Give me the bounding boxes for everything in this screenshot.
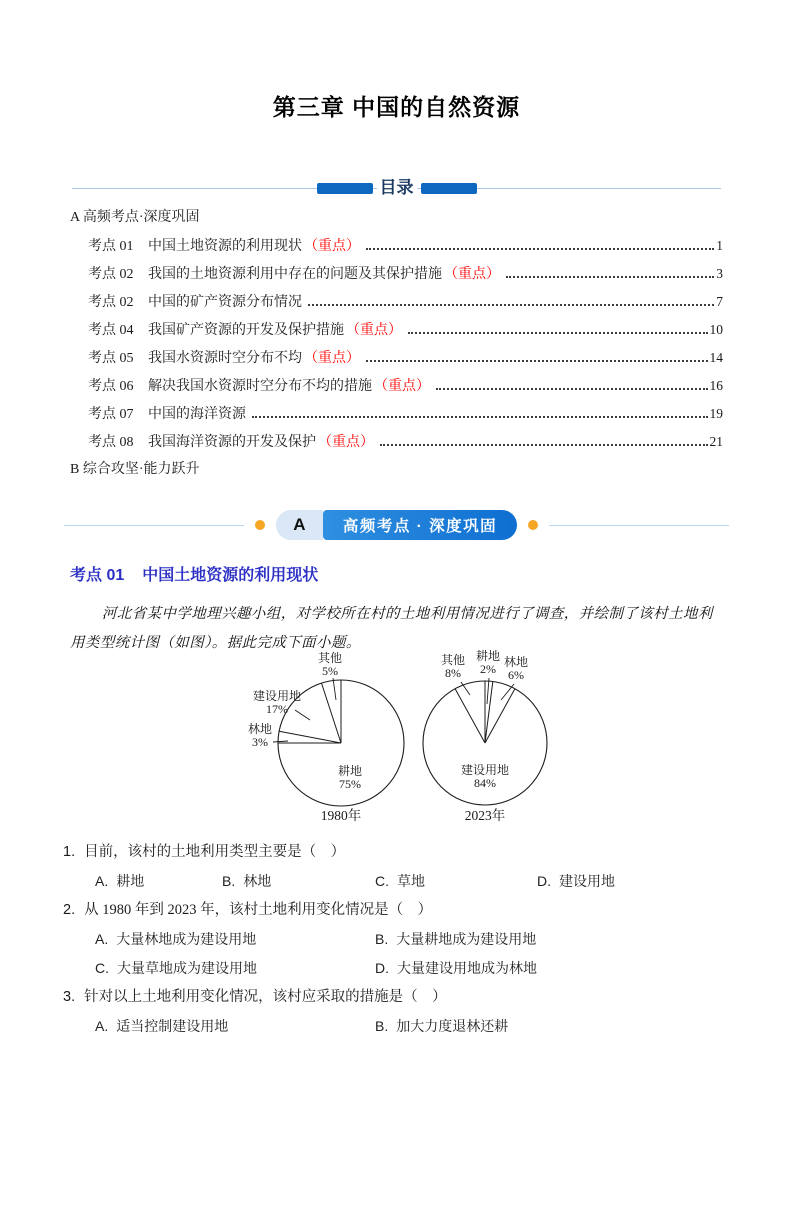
toc-entry-page-number: 21 (709, 434, 723, 449)
toc-dot-leader (308, 304, 714, 306)
option-text: 大量草地成为建设用地 (117, 960, 257, 976)
option-letter: C. (375, 873, 389, 889)
toc-entry-title: 中国的矿产资源分布情况 (148, 295, 302, 310)
toc-entry-page-number: 19 (709, 406, 723, 421)
option-text: 林地 (243, 873, 272, 889)
toc-entry-important-tag: （重点） (304, 239, 360, 254)
banner-connector-line-left (64, 525, 244, 526)
document-page (0, 92, 793, 1214)
question-option (222, 867, 375, 896)
svg-text:耕地: 耕地 (475, 649, 500, 663)
toc-entry (70, 260, 723, 288)
option-letter: B. (375, 1018, 389, 1034)
intro-paragraph: 河北省某中学地理兴趣小组，对学校所在村的土地利用情况进行了调查，并绘制了该村土地利用类型统计图（如图）。据此完成下面小题。 (70, 606, 713, 651)
kaodian-title: 中国土地资源的利用现状 (142, 567, 319, 584)
toc-entry (70, 232, 723, 260)
toc-entry-number: 考点 01 (88, 239, 134, 254)
question-option (375, 867, 537, 896)
toc-entry-page-number: 3 (716, 266, 723, 281)
svg-text:耕地: 耕地 (337, 764, 362, 778)
question-option (375, 954, 723, 983)
option-letter: A. (95, 1018, 109, 1034)
toc-entry (70, 400, 723, 428)
option-text: 耕地 (116, 873, 145, 889)
question-options (95, 925, 723, 983)
question-stem (63, 896, 723, 925)
option-text: 建设用地 (559, 873, 615, 889)
toc-entry-title: 解决我国水资源时空分布不均的措施 (148, 379, 372, 394)
toc-dot-leader (366, 360, 708, 362)
question-option (95, 954, 375, 983)
option-letter: A. (95, 873, 109, 889)
option-letter: A. (95, 931, 109, 947)
svg-text:1980年: 1980年 (320, 808, 361, 823)
svg-text:林地: 林地 (503, 655, 528, 669)
question-number: 1. (63, 844, 76, 860)
question-text: 针对以上土地利用变化情况，该村应采取的措施是（ ） (84, 989, 447, 1005)
question-block (63, 896, 723, 983)
svg-text:其他: 其他 (440, 653, 465, 667)
toc-entry-title: 我国水资源时空分布不均 (148, 351, 302, 366)
option-text: 大量林地成为建设用地 (116, 931, 257, 947)
question-option (375, 925, 723, 954)
option-text: 适当控制建设用地 (116, 1018, 229, 1034)
question-text: 目前，该村的土地利用类型主要是（ ） (84, 844, 346, 860)
option-text: 加大力度退林还耕 (396, 1018, 509, 1034)
orange-dot-icon-right (528, 520, 538, 530)
toc-entry-title: 中国的海洋资源 (148, 407, 246, 422)
toc-entry (70, 372, 723, 400)
toc-dot-leader (436, 388, 708, 390)
toc-bar-right-icon (421, 183, 477, 194)
toc-section-b-label: B 综合攻坚·能力跃升 (70, 462, 200, 477)
badge-label: 高频考点 · 深度巩固 (323, 510, 517, 540)
toc-entry-page-number: 7 (716, 294, 723, 309)
page-content (63, 92, 723, 1041)
toc-entry-important-tag: （重点） (374, 379, 430, 394)
section-badge (276, 510, 517, 540)
svg-text:17%: 17% (265, 702, 288, 716)
option-text: 草地 (397, 873, 425, 889)
toc-entry-title: 我国矿产资源的开发及保护措施 (148, 323, 344, 338)
toc-entry (70, 316, 723, 344)
toc-entry-important-tag: （重点） (318, 435, 374, 450)
toc-title: 目录 (377, 178, 417, 198)
toc-entry-title: 我国的土地资源利用中存在的问题及其保护措施 (148, 267, 442, 282)
kaodian-heading (70, 566, 723, 586)
toc-header-center (70, 178, 723, 198)
toc-section-a-label: A 高频考点·深度巩固 (70, 210, 200, 225)
toc-entry-important-tag: （重点） (346, 323, 402, 338)
toc-entry-number: 考点 06 (88, 379, 134, 394)
toc-entry-page-number: 16 (709, 378, 723, 393)
banner-connector-line-right (549, 525, 729, 526)
question-option (375, 1012, 723, 1041)
toc-entry-number: 考点 04 (88, 323, 134, 338)
option-letter: B. (375, 931, 389, 947)
question-stem (63, 983, 723, 1012)
toc-entry-number: 考点 07 (88, 407, 134, 422)
option-text: 大量建设用地成为林地 (397, 960, 537, 976)
toc-list (70, 204, 723, 484)
svg-text:其他: 其他 (317, 651, 342, 665)
question-number: 3. (63, 989, 76, 1005)
land-use-pie-charts (70, 648, 723, 826)
question-option (537, 867, 723, 896)
toc-entry-important-tag: （重点） (444, 267, 500, 282)
toc-entry-number: 考点 02 (88, 295, 134, 310)
svg-text:8%: 8% (444, 666, 461, 680)
kaodian-number: 考点 01 (70, 567, 125, 584)
toc-bar-left-icon (317, 183, 373, 194)
svg-text:75%: 75% (338, 777, 361, 791)
question-option (95, 867, 222, 896)
question-options (95, 1012, 723, 1041)
page-title: 第三章 中国的自然资源 (272, 94, 521, 120)
section-banner-row (70, 510, 723, 540)
toc-entry-page-number: 1 (716, 238, 723, 253)
toc-entry (70, 428, 723, 456)
toc-dot-leader (366, 248, 714, 250)
question-option (95, 1012, 375, 1041)
toc-entry (70, 288, 723, 316)
question-stem (63, 838, 723, 867)
orange-dot-icon-left (255, 520, 265, 530)
option-letter: C. (95, 960, 109, 976)
option-text: 大量耕地成为建设用地 (396, 931, 537, 947)
toc-entry-important-tag: （重点） (304, 351, 360, 366)
toc-dot-leader (506, 276, 714, 278)
svg-text:6%: 6% (507, 668, 524, 682)
toc-entry-page-number: 14 (709, 350, 723, 365)
toc-entry (70, 344, 723, 372)
svg-text:建设用地: 建设用地 (252, 689, 301, 703)
question-block (63, 983, 723, 1041)
svg-text:2023年: 2023年 (464, 808, 505, 823)
svg-text:建设用地: 建设用地 (460, 763, 509, 777)
question-block (63, 838, 723, 896)
toc-entries (70, 232, 723, 456)
question-number: 2. (63, 902, 76, 918)
question-text: 从 1980 年到 2023 年，该村土地利用变化情况是（ ） (84, 902, 433, 918)
toc-entry-number: 考点 08 (88, 435, 134, 450)
question-option (95, 925, 375, 954)
toc-entry-page-number: 10 (709, 322, 723, 337)
toc-dot-leader (252, 416, 708, 418)
question-options (95, 867, 723, 896)
svg-text:3%: 3% (251, 735, 268, 749)
svg-text:林地: 林地 (247, 722, 272, 736)
badge-prefix: A (276, 510, 323, 540)
svg-text:2%: 2% (479, 662, 496, 676)
pie-chart-2023 (407, 648, 553, 826)
toc-dot-leader (408, 332, 708, 334)
toc-entry-number: 考点 02 (88, 267, 134, 282)
toc-dot-leader (380, 444, 708, 446)
toc-entry-title: 我国海洋资源的开发及保护 (148, 435, 316, 450)
option-letter: D. (375, 960, 389, 976)
svg-text:84%: 84% (473, 776, 496, 790)
option-letter: D. (537, 873, 551, 889)
toc-header (70, 178, 723, 198)
toc-entry-number: 考点 05 (88, 351, 134, 366)
svg-text:5%: 5% (321, 664, 338, 678)
toc-entry-title: 中国土地资源的利用现状 (148, 239, 302, 254)
option-letter: B. (222, 873, 236, 889)
pie-chart-1980 (241, 648, 407, 826)
questions (63, 838, 723, 1041)
